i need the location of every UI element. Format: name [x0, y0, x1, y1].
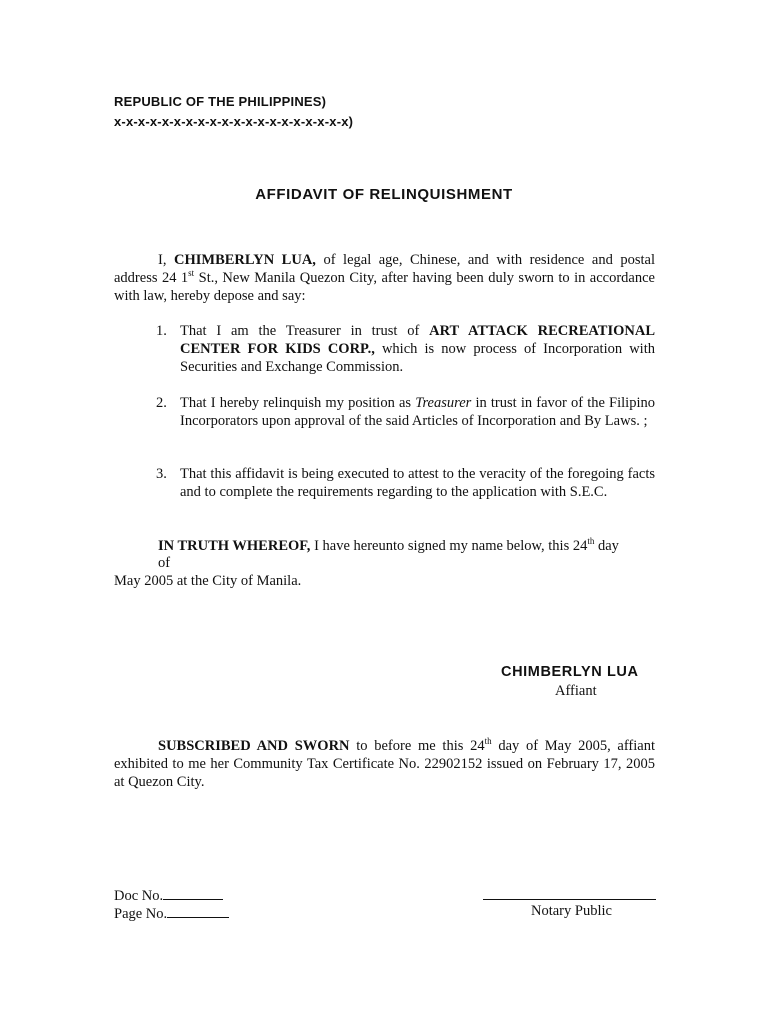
page-no-blank [167, 903, 229, 918]
truth-paragraph: IN TRUTH WHEREOF, I have hereunto signed my name below, this 24th day [158, 536, 619, 554]
affiant-name: CHIMBERLYN LUA [501, 664, 639, 680]
notary-label: Notary Public [531, 903, 612, 919]
affiant-name-intro: CHIMBERLYN LUA, [173, 252, 316, 268]
doc-no-blank [163, 885, 223, 900]
header-separator: x-x-x-x-x-x-x-x-x-x-x-x-x-x-x-x-x-x-x-x) [114, 114, 354, 129]
doc-no-field: Doc No. [114, 885, 223, 905]
truth-date-line: May 2005 at the City of Manila. [114, 573, 302, 589]
position-title: Treasurer [415, 395, 472, 411]
document-title: AFFIDAVIT OF RELINQUISHMENT [255, 186, 513, 203]
list-item: 3. That this affidavit is being executed to attest to the veracity of the foregoing facts and to complete the requirements regarding to the application with S.E.C. [156, 466, 655, 500]
list-item: 2. That I hereby relinquish my position as Treasurer in trust in favor of the Filipino Incorporators upon approval of the said Articles of Incorporation and By Laws. ; [156, 395, 655, 429]
notary-signature-line [483, 899, 656, 900]
company-name: ART ATTACK RECREATIONAL CENTER FOR KIDS CORP., [180, 323, 655, 357]
affiant-label: Affiant [555, 683, 597, 699]
truth-of-word: of [158, 555, 171, 571]
list-item: 1. That I am the Treasurer in trust of ART ATTACK RECREATIONAL CENTER FOR KIDS CORP., which is now process of Incorporation with Securities and Exchange Commission. [156, 323, 655, 375]
page-no-field: Page No. [114, 903, 229, 923]
intro-paragraph: I, CHIMBERLYN LUA, of legal age, Chinese, and with residence and postal address 24 1st St., New Manila Quezon City, after having been duly sworn to in accordance with law, hereby depose and say: [114, 252, 655, 304]
header-republic: REPUBLIC OF THE PHILIPPINES) [114, 94, 327, 109]
subscribed-paragraph: SUBSCRIBED AND SWORN to before me this 24th day of May 2005, affiant exhibited to me her Community Tax Certificate No. 22902152 issued on February 17, 2005 at Quezon City. [114, 736, 655, 790]
